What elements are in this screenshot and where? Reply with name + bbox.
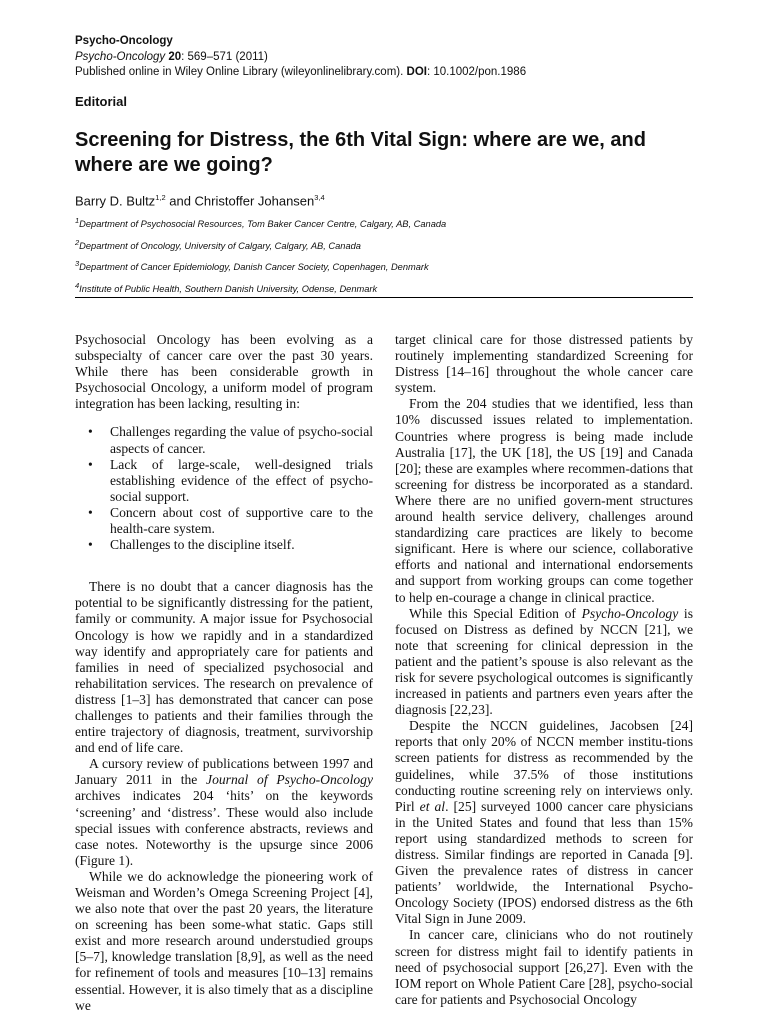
affiliation-number: 2 [75,237,80,247]
citation-volume: 20 [168,50,182,63]
paragraph: From the 204 studies that we identified, less than 10% discussed issues related to implementation. Countries where progress is being made include Australia [17], the UK [18], the US [19] and Canada [20]; these are examples where recommen-dations that screening for distress be incorporated as a standard. Where there are no unified govern-ment structures around health service delivery, challenges around standardizing care practices are likely to become significant. Here is where our science, collaborative efforts and national and international endorsements and support from working groups can come together to help en-courage a change in clinical practice. [395,396,693,605]
spacer [75,566,373,579]
list-item [75,537,373,553]
header-divider [75,297,693,298]
paragraph: While we do acknowledge the pioneering work of Weisman and Worden’s Omega Screening Project [4], we also note that over the past 20 years, the literature on screening has been some-what static. Gaps still exist and more research around understudied groups [5–7], knowledge translation [8,9], as well as the need for refinement of tools and measures [10–13] remains essential. However, it is also timely that as a discipline we [75,868,373,1013]
citation-pages: : 569–571 (2011) [181,50,268,63]
bullet-icon: • [88,504,93,520]
paragraph: In cancer care, clinicians who do not routinely screen for distress might fail to identify patients in need of psychosocial support [26,27]. Even with the IOM report on Whole Patient Care [28], psycho-social care for patients and Psychosocial Oncology [395,927,693,1007]
journal-reference: Journal of Psycho-Oncology [206,772,373,788]
author-1: Barry D. Bultz [75,193,156,209]
list-item-text: Lack of large-scale, well-designed trials establishing evidence of the effect of psycho-social support. [110,456,373,504]
affiliation-number: 4 [75,280,80,290]
journal-header [75,34,526,81]
left-column [75,332,373,1014]
author-conjunction: and [165,193,195,209]
paragraph: target clinical care for those distressed patients by routinely implementing standardized Screening for Distress [14–16] throughout the whole cancer care system. [395,332,693,396]
paragraph-text: A cursory review of publications between 1997 and January 2011 in the [75,756,373,788]
paragraph-text: . [25] surveyed 1000 cancer care physicians in the United States and found that less than 15% report using standardized methods to screen for distress. Similar findings are reported in Canada [9]. Given the prevalence rates of distress in cancer patients’ worldwide, the International Psycho-Oncology Society (IPOS) endorsed distress as the 6th Vital Sign in June 2009. [395,798,693,927]
journal-reference: Psycho-Oncology [581,605,679,621]
list-item-text: Concern about cost of supportive care to the health-care system. [110,504,373,537]
paragraph [395,718,693,927]
author-2-affil: 3,4 [314,193,325,202]
paragraph-text: While this Special Edition of [409,605,582,621]
affiliation-text: Department of Oncology, University of Calgary, Calgary, AB, Canada [79,240,361,251]
challenges-list [75,424,373,553]
paragraph-text: is focused on Distress as defined by NCCN [21], we note that screening for clinical depression in the patient and the patient’s spouse is also relevant as the risk for severe psychological outcomes is significantly increased in patients and partners even years after the diagnosis [22,23]. [395,605,693,718]
affiliation [75,212,446,234]
article-title: Screening for Distress, the 6th Vital Sign: where are we, and where are we going? [75,129,646,176]
paragraph-text: archives indicates 204 ‘hits’ on the keywords ‘screening’ and ‘distress’. These would also include special issues with conference abstracts, reviews and case notes. Noteworthy is the upsurge since 2006 (Figure 1). [75,788,373,868]
affiliation [75,234,446,256]
section-label: Editorial [75,94,128,109]
list-item [75,424,373,456]
paragraph-intro: Psychosocial Oncology has been evolving as a subspecialty of cancer care over the past 30 years. While there has been considerable growth in Psychosocial Oncology, a uniform model of program integration has been lacking, resulting in: [75,332,373,412]
affiliation-number: 1 [75,216,80,225]
citation-line [75,50,526,66]
citation-journal: Psycho-Oncology [75,50,166,63]
affiliation-text: Department of Cancer Epidemiology, Danish Cancer Society, Copenhagen, Denmark [79,262,429,273]
list-item [75,505,373,537]
bullet-icon: • [88,456,93,472]
paragraph: There is no doubt that a cancer diagnosis has the potential to be significantly distressing for the patient, family or community. A major issue for Psychosocial Oncology is how we rapidly and in a standardized way identify and appropriately care for patients and families in need of specialized psychosocial and rehabilitation services. The research on prevalence of distress [1–3] has demonstrated that cancer can pose challenges to patients and their families through the entire trajectory of diagnosis, treatment, survivorship and end of life care. [75,579,373,756]
doi-label: DOI [406,66,427,78]
right-column [395,332,693,1008]
affiliation-text: Institute of Public Health, Southern Danish University, Odense, Denmark [79,283,378,294]
bullet-icon: • [88,537,93,553]
paragraph [75,756,373,869]
list-item-text: Challenges regarding the value of psycho-social aspects of cancer. [110,424,373,456]
affiliation [75,277,446,299]
et-al: et al [419,798,446,814]
doi-value: : 10.1002/pon.1986 [426,66,527,78]
author-2: Christoffer Johansen [194,193,315,209]
paragraph-text: Despite the NCCN guidelines, Jacobsen [24] reports that only 20% of NCCN member institu-tions screen patients for distress as recommended by the guidelines, while 37.5% of those institutions conducting routine screening rely on interviews only. Pirl [395,718,693,814]
published-line [75,65,526,81]
list-item-text: Challenges to the discipline itself. [110,537,295,553]
affiliation-number: 3 [75,259,80,269]
bullet-icon: • [88,424,93,440]
affiliations [75,212,446,298]
author-1-affil: 1,2 [155,193,166,202]
journal-name: Psycho-Oncology [75,35,173,47]
author-line [75,193,325,208]
affiliation [75,255,446,277]
list-item [75,457,373,505]
published-text: Published online in Wiley Online Library (wileyonlinelibrary.com). [75,66,404,78]
paragraph [395,606,693,719]
affiliation-text: Department of Psychosocial Resources, Tom Baker Cancer Centre, Calgary, AB, Canada [79,219,447,230]
